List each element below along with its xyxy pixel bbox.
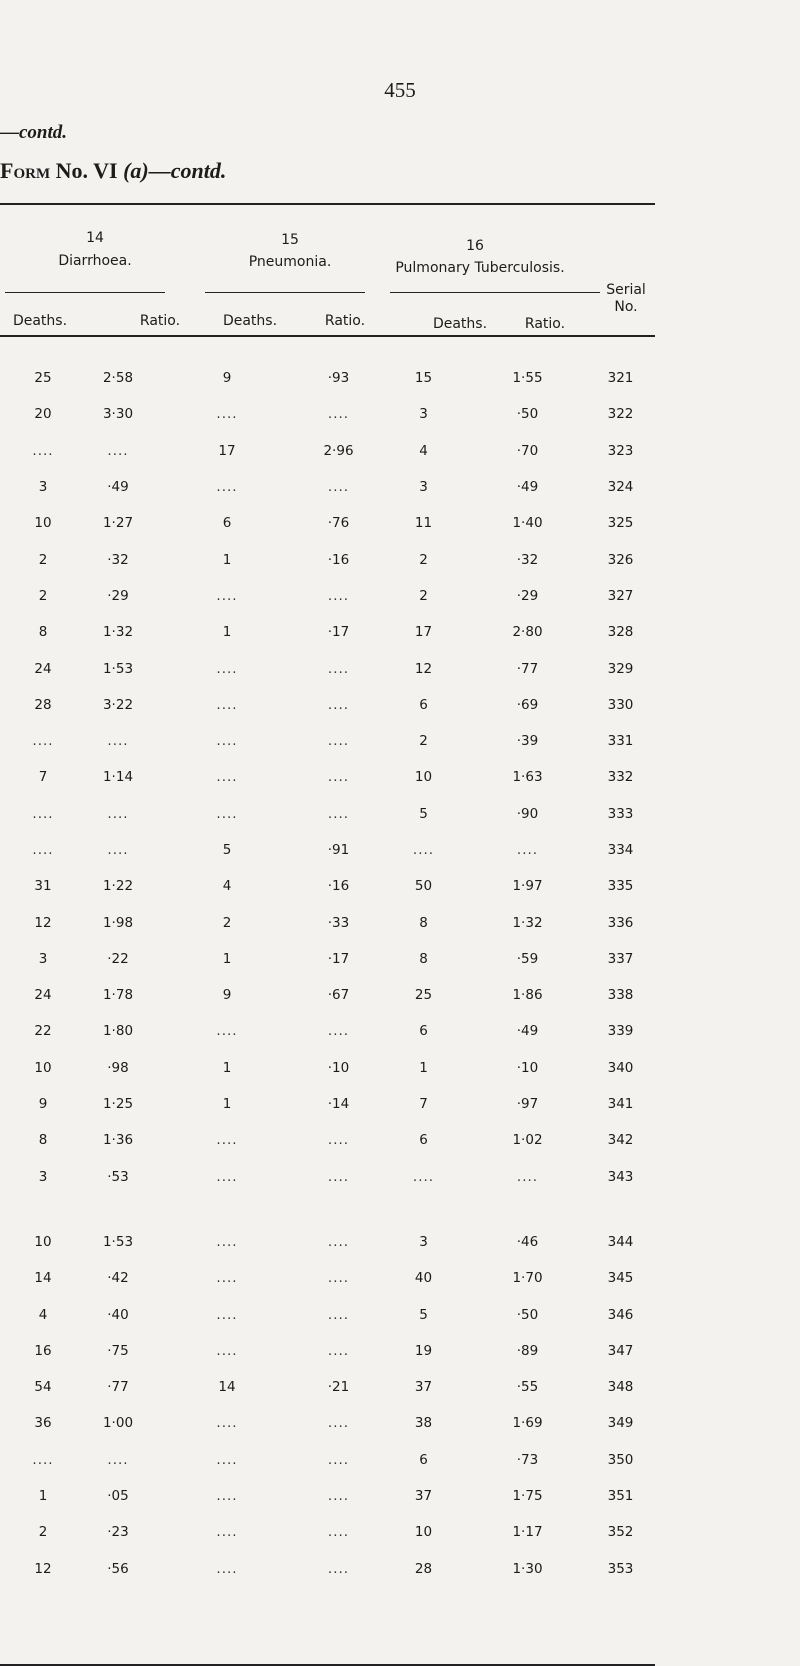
section-gap	[10, 1195, 650, 1224]
table-row	[10, 1159, 650, 1195]
diarrhoea-deaths-cell: 10	[34, 515, 52, 532]
tuberculosis-ratio-cell: ·39	[516, 733, 539, 750]
header-bottom-rule	[0, 335, 655, 337]
diarrhoea-column-title: Diarrhoea.	[58, 253, 132, 269]
pneumonia-deaths-cell: ....	[216, 1451, 238, 1468]
diarrhoea-ratio-cell: ·29	[107, 587, 129, 604]
table-row	[10, 1333, 650, 1369]
pneumonia-ratio-cell: ·21	[327, 1379, 350, 1396]
tuberculosis-deaths-cell: 50	[414, 878, 433, 895]
diarrhoea-deaths-cell: 36	[34, 1415, 52, 1432]
tuberculosis-deaths-cell: 2	[419, 551, 428, 568]
pneumonia-deaths-cell: ....	[216, 696, 238, 713]
tuberculosis-ratio-cell: 2·80	[512, 624, 543, 641]
tuberculosis-ratio-cell: ·46	[516, 1233, 539, 1250]
pneumonia-deaths-cell: 1	[222, 624, 232, 641]
table-row	[10, 904, 650, 940]
diarrhoea-ratio-cell: 1·53	[102, 1233, 134, 1250]
tuberculosis-ratio-cell: ·10	[516, 1059, 539, 1076]
diarrhoea-deaths-cell: 54	[34, 1379, 52, 1396]
diarrhoea-ratio-cell: 1·25	[102, 1096, 134, 1113]
diarrhoea-underline	[5, 292, 165, 293]
pneumonia-deaths-cell: 1	[222, 1059, 232, 1076]
tuberculosis-ratio-cell: ....	[516, 1168, 539, 1185]
tuberculosis-ratio-cell: ·77	[516, 660, 539, 677]
page-number: 455	[384, 78, 416, 102]
pneumonia-deaths-cell: ....	[216, 1488, 238, 1505]
tuberculosis-ratio-cell: 1·30	[512, 1560, 543, 1577]
table-row	[10, 505, 650, 541]
pneumonia-deaths-cell: ....	[216, 660, 238, 677]
table-row	[10, 396, 650, 432]
pneumonia-deaths-cell: 2	[222, 914, 232, 931]
pneumonia-deaths-cell: ....	[216, 805, 238, 822]
diarrhoea-ratio-cell: ·56	[107, 1560, 129, 1577]
serial-number-cell: 349	[607, 1415, 634, 1432]
tuberculosis-deaths-cell: 7	[419, 1096, 428, 1113]
diarrhoea-ratio-cell: 1·36	[102, 1132, 134, 1149]
serial-number-cell: 332	[607, 769, 634, 786]
diarrhoea-ratio-cell: ....	[107, 733, 129, 750]
serial-number-cell: 326	[607, 551, 634, 568]
pneumonia-ratio-cell: ....	[327, 1560, 350, 1577]
table-row	[10, 723, 650, 759]
serial-number-cell: 338	[607, 987, 634, 1004]
serial-number-cell: 336	[607, 914, 634, 931]
table-row	[10, 1224, 650, 1260]
tuberculosis-deaths-cell: 3	[419, 1233, 428, 1250]
serial-number-cell: 325	[607, 515, 634, 532]
tuberculosis-underline	[390, 292, 600, 293]
diarrhoea-ratio-cell: ·22	[107, 950, 129, 967]
serial-number-cell: 328	[607, 624, 634, 641]
diarrhoea-deaths-cell: 3	[38, 950, 48, 967]
serial-number-cell: 321	[607, 370, 634, 387]
pneumonia-ratio-cell: ....	[327, 696, 350, 713]
tuberculosis-ratio-header: Ratio.	[524, 316, 566, 332]
pneumonia-deaths-cell: 14	[218, 1379, 236, 1396]
tuberculosis-ratio-cell: ·29	[516, 587, 539, 604]
pneumonia-deaths-cell: 6	[222, 515, 232, 532]
tuberculosis-deaths-cell: 10	[414, 769, 433, 786]
tuberculosis-ratio-cell: ....	[516, 842, 539, 858]
diarrhoea-deaths-cell: ....	[32, 805, 54, 822]
serial-number-cell: 346	[607, 1306, 634, 1323]
diarrhoea-ratio-cell: ....	[107, 842, 129, 858]
pneumonia-deaths-cell: 1	[222, 950, 232, 967]
tuberculosis-deaths-cell: 6	[419, 1023, 428, 1040]
table-row	[10, 1050, 650, 1086]
pneumonia-deaths-cell: ....	[216, 1342, 238, 1359]
tuberculosis-ratio-cell: 1·32	[512, 914, 543, 931]
diarrhoea-deaths-cell: ....	[32, 1451, 54, 1468]
tuberculosis-ratio-cell: 1·75	[512, 1488, 543, 1505]
diarrhoea-ratio-cell: ·75	[107, 1342, 129, 1359]
pneumonia-deaths-cell: ....	[216, 1560, 238, 1577]
serial-number-cell: 342	[607, 1132, 634, 1149]
form-prefix: Form	[0, 158, 51, 183]
diarrhoea-ratio-cell: 1·78	[102, 987, 134, 1004]
pneumonia-ratio-cell: ....	[327, 479, 350, 496]
pneumonia-deaths-cell: ....	[216, 1168, 238, 1185]
pneumonia-deaths-cell: 4	[222, 878, 232, 895]
tuberculosis-deaths-cell: 11	[414, 515, 433, 532]
pneumonia-ratio-cell: ·16	[327, 551, 350, 568]
serial-number-cell: 353	[607, 1560, 634, 1577]
diarrhoea-deaths-cell: 22	[34, 1023, 52, 1040]
pneumonia-ratio-cell: ....	[327, 1342, 350, 1359]
serial-number-cell: 348	[607, 1379, 634, 1396]
tuberculosis-ratio-cell: ·70	[516, 442, 539, 459]
pneumonia-deaths-cell: ....	[216, 1233, 238, 1250]
tuberculosis-deaths-cell: 12	[414, 660, 433, 677]
diarrhoea-ratio-cell: ·53	[107, 1168, 129, 1185]
diarrhoea-deaths-cell: 24	[34, 660, 52, 677]
pneumonia-deaths-cell: ....	[216, 406, 238, 423]
pneumonia-ratio-cell: ....	[327, 1451, 350, 1468]
pneumonia-deaths-cell: ....	[216, 587, 238, 604]
pneumonia-ratio-cell: ....	[327, 1524, 350, 1541]
tuberculosis-deaths-cell: 2	[419, 587, 428, 604]
diarrhoea-ratio-cell: 1·98	[102, 914, 134, 931]
serial-number-cell: 323	[607, 442, 634, 459]
diarrhoea-ratio-header: Ratio.	[139, 313, 181, 329]
pneumonia-deaths-cell: 17	[218, 442, 236, 459]
tuberculosis-deaths-cell: 28	[414, 1560, 433, 1577]
table-row	[10, 1013, 650, 1049]
diarrhoea-ratio-cell: 3·22	[102, 696, 134, 713]
diarrhoea-column-number: 14	[86, 230, 104, 246]
serial-number-cell: 322	[607, 406, 634, 423]
diarrhoea-deaths-cell: 24	[34, 987, 52, 1004]
tuberculosis-ratio-cell: ·55	[516, 1379, 539, 1396]
pneumonia-ratio-cell: ....	[327, 587, 350, 604]
diarrhoea-ratio-cell: 3·30	[102, 406, 134, 423]
pneumonia-ratio-cell: ....	[327, 406, 350, 423]
tuberculosis-deaths-cell: 4	[419, 442, 428, 459]
tuberculosis-ratio-cell: 1·55	[512, 370, 543, 387]
diarrhoea-deaths-cell: 31	[34, 878, 52, 895]
serial-number-cell: 333	[607, 805, 634, 822]
diarrhoea-deaths-cell: 10	[34, 1233, 52, 1250]
table-row	[10, 614, 650, 650]
serial-number-cell: 343	[607, 1168, 634, 1185]
table-row	[10, 687, 650, 723]
pneumonia-deaths-cell: 5	[222, 842, 232, 858]
serial-number-cell: 345	[607, 1270, 634, 1287]
pneumonia-deaths-header: Deaths.	[222, 313, 278, 329]
diarrhoea-deaths-cell: 12	[34, 914, 52, 931]
pneumonia-ratio-cell: ....	[327, 1488, 350, 1505]
serial-number-cell: 350	[607, 1451, 634, 1468]
pneumonia-deaths-cell: ....	[216, 769, 238, 786]
diarrhoea-ratio-cell: ·42	[107, 1270, 129, 1287]
serial-number-cell: 324	[607, 479, 634, 496]
table-row	[10, 941, 650, 977]
pneumonia-ratio-cell: ·17	[327, 624, 350, 641]
serial-number-cell: 330	[607, 696, 634, 713]
tuberculosis-ratio-cell: ·50	[516, 406, 539, 423]
tuberculosis-ratio-cell: ·89	[516, 1342, 539, 1359]
tuberculosis-deaths-cell: 37	[414, 1488, 433, 1505]
tuberculosis-deaths-cell: 38	[414, 1415, 433, 1432]
table-row	[10, 1442, 650, 1478]
tuberculosis-deaths-cell: 40	[414, 1270, 433, 1287]
tuberculosis-ratio-cell: 1·70	[512, 1270, 543, 1287]
pneumonia-underline	[205, 292, 365, 293]
tuberculosis-ratio-cell: ·49	[516, 479, 539, 496]
pneumonia-ratio-cell: ....	[327, 1168, 350, 1185]
table-row	[10, 578, 650, 614]
serial-number-cell: 340	[607, 1059, 634, 1076]
pneumonia-deaths-cell: ....	[216, 733, 238, 750]
pneumonia-deaths-cell: 9	[222, 370, 232, 387]
diarrhoea-ratio-cell: 1·53	[102, 660, 134, 677]
pneumonia-ratio-cell: ....	[327, 660, 350, 677]
pneumonia-deaths-cell: ....	[216, 1132, 238, 1149]
tuberculosis-ratio-cell: 1·97	[512, 878, 543, 895]
tuberculosis-deaths-cell: 15	[414, 370, 433, 387]
pneumonia-ratio-cell: ....	[327, 1270, 350, 1287]
pneumonia-deaths-cell: ....	[216, 1415, 238, 1432]
diarrhoea-deaths-cell: 3	[38, 479, 48, 496]
diarrhoea-ratio-cell: 2·58	[102, 370, 134, 387]
diarrhoea-deaths-cell: 4	[38, 1306, 48, 1323]
diarrhoea-ratio-cell: ....	[107, 1451, 129, 1468]
tuberculosis-deaths-cell: 8	[419, 950, 428, 967]
pneumonia-ratio-cell: ·10	[327, 1059, 350, 1076]
diarrhoea-ratio-cell: ....	[107, 805, 129, 822]
diarrhoea-deaths-cell: ....	[32, 842, 54, 858]
tuberculosis-deaths-cell: 1	[419, 1059, 428, 1076]
pneumonia-column-title: Pneumonia.	[248, 254, 332, 270]
pneumonia-deaths-cell: 9	[222, 987, 232, 1004]
diarrhoea-deaths-cell: 8	[38, 624, 48, 641]
serial-number-cell: 334	[607, 842, 634, 858]
tuberculosis-ratio-cell: ·50	[516, 1306, 539, 1323]
pneumonia-deaths-cell: ....	[216, 1306, 238, 1323]
diarrhoea-deaths-cell: 9	[38, 1096, 48, 1113]
tuberculosis-ratio-cell: 1·69	[512, 1415, 543, 1432]
pneumonia-ratio-cell: ·91	[327, 842, 350, 858]
table-row	[10, 1086, 650, 1122]
tuberculosis-deaths-header: Deaths.	[432, 316, 488, 332]
serial-number-cell: 344	[607, 1233, 634, 1250]
tuberculosis-ratio-cell: 1·02	[512, 1132, 543, 1149]
diarrhoea-deaths-cell: 3	[38, 1168, 48, 1185]
pneumonia-ratio-cell: ....	[327, 1233, 350, 1250]
diarrhoea-ratio-cell: 1·32	[102, 624, 134, 641]
table-row	[10, 1405, 650, 1441]
diarrhoea-deaths-cell: 1	[38, 1488, 48, 1505]
serial-number-cell: 351	[607, 1488, 634, 1505]
pneumonia-deaths-cell: 1	[222, 1096, 232, 1113]
pneumonia-deaths-cell: ....	[216, 1270, 238, 1287]
tuberculosis-ratio-cell: 1·17	[512, 1524, 543, 1541]
tuberculosis-deaths-cell: 37	[414, 1379, 433, 1396]
pneumonia-deaths-cell: 1	[222, 551, 232, 568]
table-row	[10, 360, 650, 396]
diarrhoea-ratio-cell: ·05	[107, 1488, 129, 1505]
tuberculosis-ratio-cell: 1·63	[512, 769, 543, 786]
mortality-table	[10, 360, 650, 1587]
tuberculosis-deaths-cell: 17	[414, 624, 433, 641]
table-row	[10, 650, 650, 686]
diarrhoea-ratio-cell: 1·80	[102, 1023, 134, 1040]
pneumonia-ratio-header: Ratio.	[324, 313, 366, 329]
diarrhoea-deaths-cell: 12	[34, 1560, 52, 1577]
form-suffix: (a)—contd.	[123, 158, 227, 183]
pneumonia-column-number: 15	[281, 232, 299, 248]
tuberculosis-deaths-cell: 6	[419, 1451, 428, 1468]
serial-number-cell: 352	[607, 1524, 634, 1541]
table-row	[10, 796, 650, 832]
diarrhoea-deaths-cell: 7	[38, 769, 48, 786]
tuberculosis-ratio-cell: ·59	[516, 950, 539, 967]
top-rule	[0, 203, 655, 205]
diarrhoea-deaths-cell: 25	[34, 370, 52, 387]
tuberculosis-ratio-cell: 1·40	[512, 515, 543, 532]
tuberculosis-ratio-cell: ·49	[516, 1023, 539, 1040]
diarrhoea-ratio-cell: ·40	[107, 1306, 129, 1323]
serial-number-cell: 329	[607, 660, 634, 677]
pneumonia-deaths-cell: ....	[216, 479, 238, 496]
diarrhoea-deaths-cell: 8	[38, 1132, 48, 1149]
tuberculosis-deaths-cell: 19	[414, 1342, 433, 1359]
diarrhoea-ratio-cell: 1·14	[102, 769, 134, 786]
table-row	[10, 1551, 650, 1587]
pneumonia-ratio-cell: ....	[327, 1132, 350, 1149]
diarrhoea-ratio-cell: ·98	[107, 1059, 129, 1076]
diarrhoea-ratio-cell: 1·22	[102, 878, 134, 895]
diarrhoea-ratio-cell: ·49	[107, 479, 129, 496]
form-heading	[0, 158, 226, 184]
tuberculosis-column-number: 16	[466, 238, 484, 254]
diarrhoea-ratio-cell: ·32	[107, 551, 129, 568]
diarrhoea-ratio-cell: 1·00	[102, 1415, 134, 1432]
table-row	[10, 433, 650, 469]
table-row	[10, 759, 650, 795]
serial-number-cell: 327	[607, 587, 634, 604]
diarrhoea-deaths-cell: 2	[38, 551, 48, 568]
pneumonia-ratio-cell: ·16	[327, 878, 350, 895]
pneumonia-ratio-cell: ....	[327, 805, 350, 822]
table-row	[10, 1122, 650, 1158]
table-row	[10, 1514, 650, 1550]
table-row	[10, 868, 650, 904]
diarrhoea-deaths-cell: 2	[38, 1524, 48, 1541]
pneumonia-ratio-cell: ....	[327, 1415, 350, 1432]
diarrhoea-ratio-cell: ....	[107, 442, 129, 459]
table-row	[10, 1260, 650, 1296]
tuberculosis-deaths-cell: 2	[419, 733, 428, 750]
tuberculosis-ratio-cell: ·73	[516, 1451, 539, 1468]
pneumonia-ratio-cell: ....	[327, 769, 350, 786]
tuberculosis-deaths-cell: 5	[419, 1306, 428, 1323]
tuberculosis-ratio-cell: ·90	[516, 805, 539, 822]
pneumonia-deaths-cell: ....	[216, 1524, 238, 1541]
diarrhoea-deaths-cell: ....	[32, 442, 54, 459]
tuberculosis-deaths-cell: 10	[414, 1524, 433, 1541]
diarrhoea-ratio-cell: ·77	[107, 1379, 129, 1396]
form-number: No. VI	[55, 158, 118, 183]
table-row	[10, 977, 650, 1013]
pneumonia-ratio-cell: ·33	[327, 914, 350, 931]
diarrhoea-deaths-header: Deaths.	[12, 313, 68, 329]
tuberculosis-ratio-cell: 1·86	[512, 987, 543, 1004]
serial-number-cell: 347	[607, 1342, 634, 1359]
diarrhoea-deaths-cell: 2	[38, 587, 48, 604]
serial-number-cell: 339	[607, 1023, 634, 1040]
tuberculosis-deaths-cell: ....	[412, 1168, 435, 1185]
pneumonia-ratio-cell: ·76	[327, 515, 350, 532]
pneumonia-ratio-cell: ....	[327, 1023, 350, 1040]
tuberculosis-deaths-cell: ....	[412, 842, 435, 858]
diarrhoea-ratio-cell: ·23	[107, 1524, 129, 1541]
table-row	[10, 1369, 650, 1405]
table-row	[10, 469, 650, 505]
pneumonia-ratio-cell: ....	[327, 1306, 350, 1323]
tuberculosis-ratio-cell: ·69	[516, 696, 539, 713]
serial-number-cell: 331	[607, 733, 634, 750]
tuberculosis-deaths-cell: 5	[419, 805, 428, 822]
diarrhoea-deaths-cell: 16	[34, 1342, 52, 1359]
pneumonia-deaths-cell: ....	[216, 1023, 238, 1040]
tuberculosis-column-title: Pulmonary Tuberculosis.	[395, 260, 565, 276]
table-row	[10, 1296, 650, 1332]
tuberculosis-ratio-cell: ·32	[516, 551, 539, 568]
pneumonia-ratio-cell: ....	[327, 733, 350, 750]
tuberculosis-ratio-cell: ·97	[516, 1096, 539, 1113]
pneumonia-ratio-cell: ·67	[327, 987, 350, 1004]
pneumonia-ratio-cell: 2·96	[323, 442, 354, 459]
diarrhoea-ratio-cell: 1·27	[102, 515, 134, 532]
pneumonia-ratio-cell: ·93	[327, 370, 350, 387]
pneumonia-ratio-cell: ·14	[327, 1096, 350, 1113]
tuberculosis-deaths-cell: 3	[419, 479, 428, 496]
diarrhoea-deaths-cell: 20	[34, 406, 52, 423]
diarrhoea-deaths-cell: 14	[34, 1270, 52, 1287]
diarrhoea-deaths-cell: 28	[34, 696, 52, 713]
table-row	[10, 1478, 650, 1514]
tuberculosis-deaths-cell: 6	[419, 1132, 428, 1149]
serial-number-cell: 337	[607, 950, 634, 967]
tuberculosis-deaths-cell: 25	[414, 987, 433, 1004]
serial-number-cell: 341	[607, 1096, 634, 1113]
serial-number-cell: 335	[607, 878, 634, 895]
diarrhoea-deaths-cell: 10	[34, 1059, 52, 1076]
serial-column-title: Serial No.	[606, 282, 646, 315]
continuation-label: —contd.	[0, 122, 68, 143]
pneumonia-ratio-cell: ·17	[327, 950, 350, 967]
diarrhoea-deaths-cell: ....	[32, 733, 54, 750]
tuberculosis-deaths-cell: 3	[419, 406, 428, 423]
tuberculosis-deaths-cell: 8	[419, 914, 428, 931]
tuberculosis-deaths-cell: 6	[419, 696, 428, 713]
table-row	[10, 541, 650, 577]
table-row	[10, 832, 650, 868]
